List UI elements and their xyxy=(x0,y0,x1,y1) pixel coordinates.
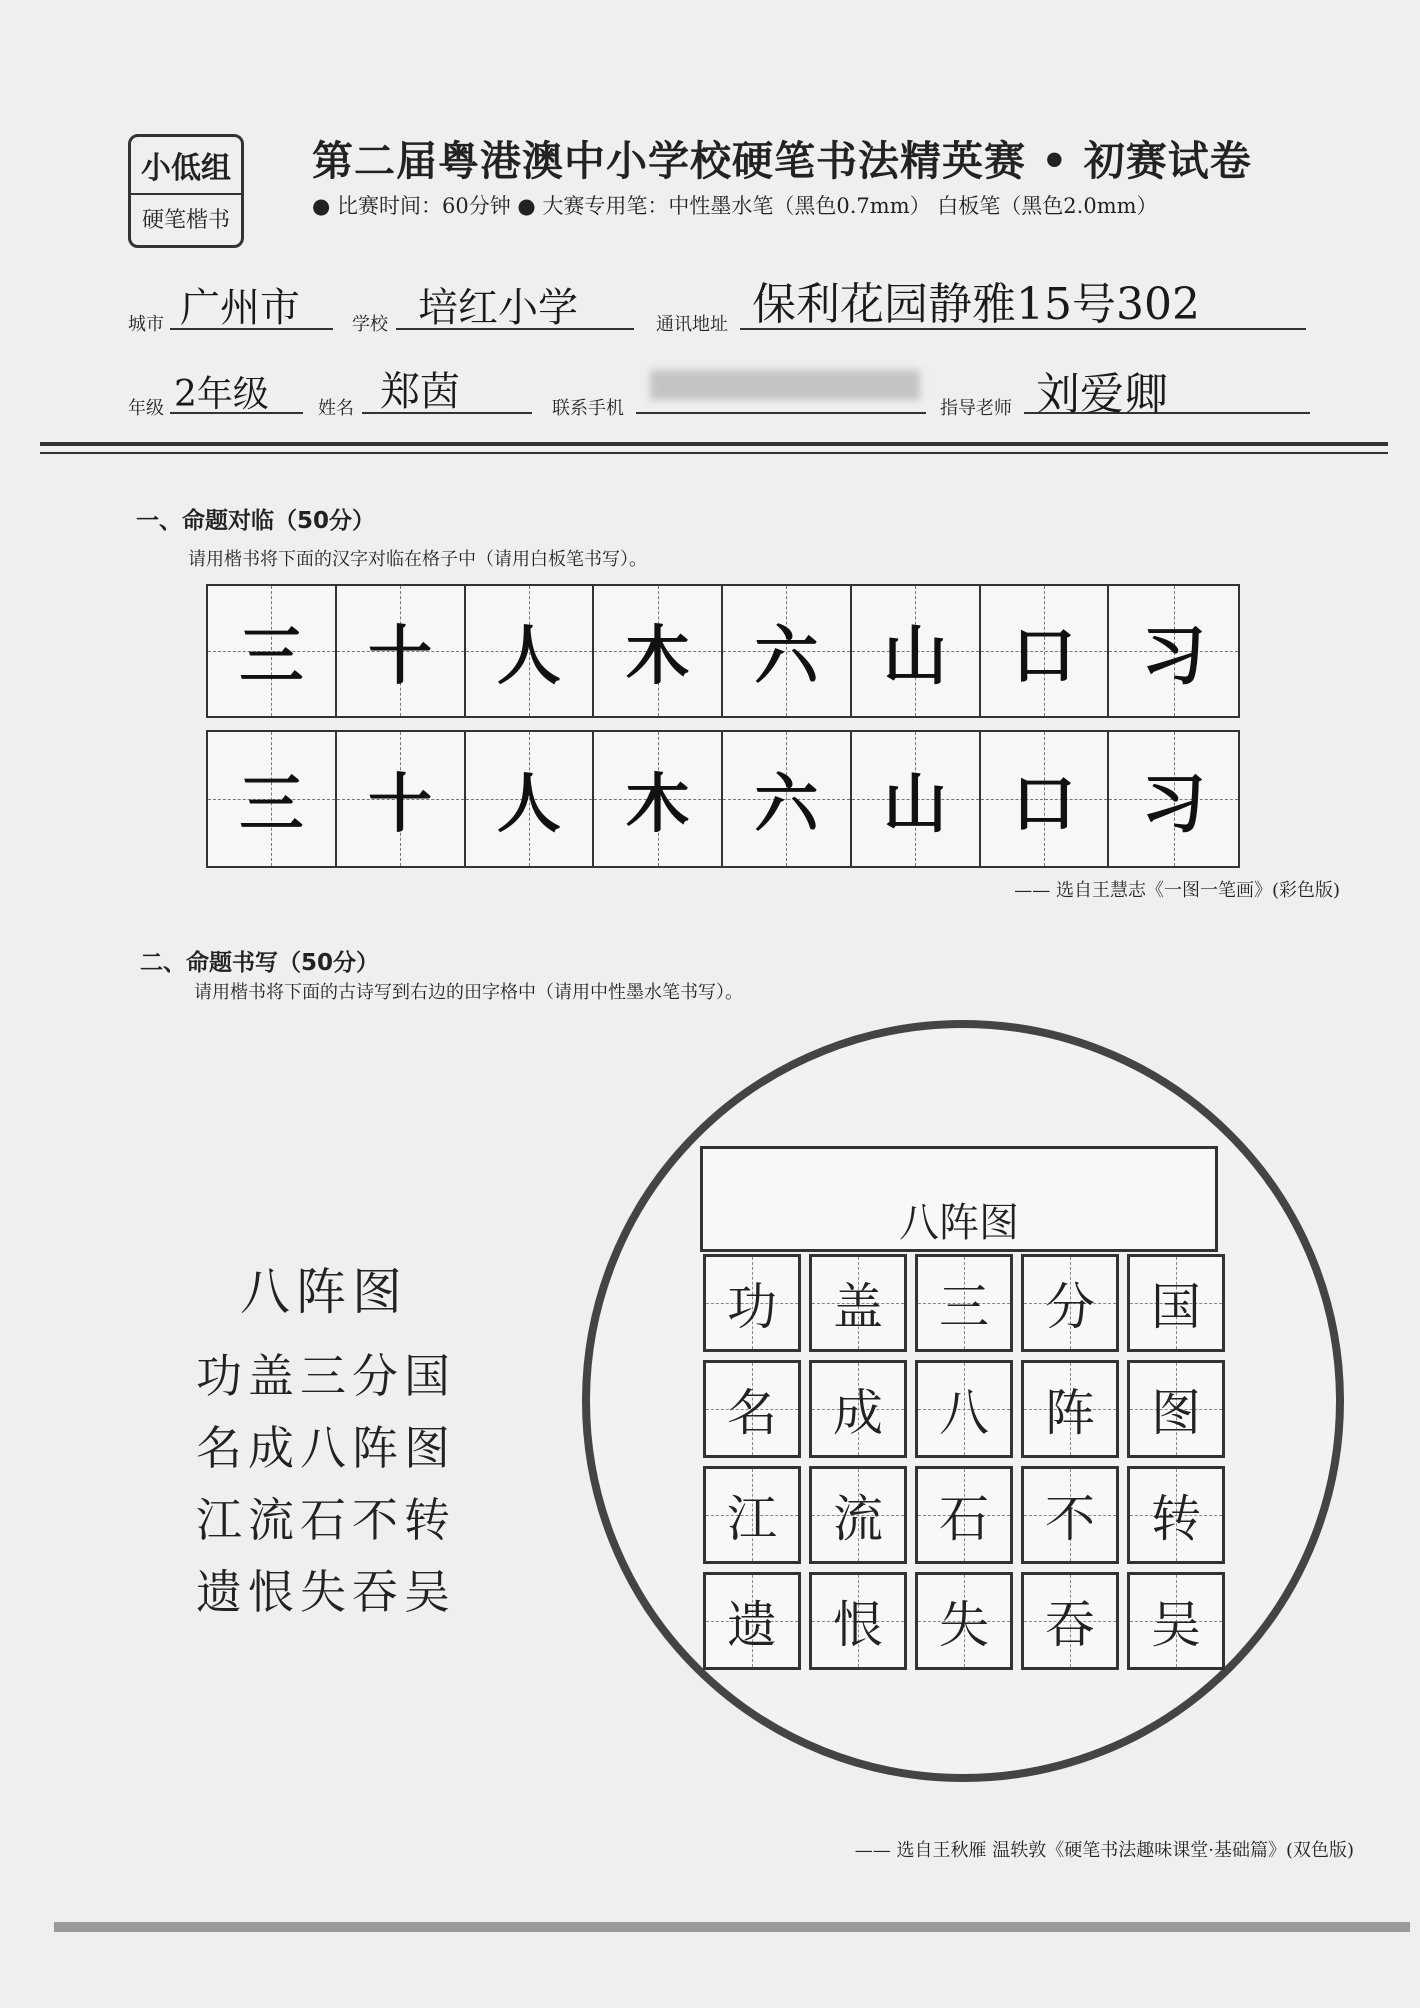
footer-rule xyxy=(54,1922,1410,1932)
poem-answer-cell[interactable] xyxy=(809,1466,907,1564)
answer-cell[interactable] xyxy=(466,732,595,866)
poem-answer-char: 名 xyxy=(727,1384,777,1442)
model-cell xyxy=(466,586,595,716)
poem-answer-cell[interactable] xyxy=(1127,1572,1225,1670)
teacher-value[interactable]: 刘爱卿 xyxy=(1036,369,1168,420)
poem-answer-char: 恨 xyxy=(833,1596,883,1654)
answer-title-box[interactable] xyxy=(700,1146,1218,1252)
school-value[interactable]: 培红小学 xyxy=(418,285,578,331)
section1-source: —— 选自王慧志《一图一笔画》(彩色版) xyxy=(1014,880,1340,901)
badge-divider xyxy=(131,193,241,195)
model-char: 三 xyxy=(239,619,304,694)
model-char: 人 xyxy=(496,619,561,694)
poem-answer-char: 吴 xyxy=(1151,1596,1201,1654)
answer-char: 六 xyxy=(754,767,819,842)
poem-answer-char: 三 xyxy=(939,1278,989,1336)
poem-answer-char: 遗 xyxy=(727,1596,777,1654)
poem-answer-char: 石 xyxy=(939,1490,989,1548)
badge-top-text: 小低组 xyxy=(141,151,231,186)
poem-answer-cell[interactable] xyxy=(703,1254,801,1352)
poem-answer-char: 转 xyxy=(1151,1490,1201,1548)
model-char: 木 xyxy=(625,619,690,694)
group-badge xyxy=(128,134,244,248)
model-cell xyxy=(981,586,1110,716)
poem-answer-cell[interactable] xyxy=(1021,1360,1119,1458)
answer-char: 三 xyxy=(239,767,304,842)
answer-title-text: 八阵图 xyxy=(899,1200,1019,1246)
poem-title: 八阵图 xyxy=(240,1263,408,1321)
poem-answer-char: 成 xyxy=(833,1384,883,1442)
poem-answer-cell[interactable] xyxy=(1021,1254,1119,1352)
poem-answer-cell[interactable] xyxy=(1021,1466,1119,1564)
poem-answer-char: 盖 xyxy=(833,1278,883,1336)
poem-answer-char: 分 xyxy=(1045,1278,1095,1336)
poem-answer-char: 图 xyxy=(1151,1384,1201,1442)
poem-answer-char: 吞 xyxy=(1045,1596,1095,1654)
header-rule-top xyxy=(40,442,1388,446)
poem-answer-char: 阵 xyxy=(1045,1384,1095,1442)
phone-label: 联系手机 xyxy=(552,398,624,419)
answer-cell[interactable] xyxy=(337,732,466,866)
answer-char: 口 xyxy=(1011,767,1076,842)
model-char-grid xyxy=(206,584,1240,718)
poem-answer-char: 失 xyxy=(939,1596,989,1654)
address-value[interactable]: 保利花园静雅15号302 xyxy=(752,279,1200,330)
poem-answer-cell[interactable] xyxy=(809,1254,907,1352)
model-cell xyxy=(594,586,723,716)
section1-heading: 一、命题对临（50分） xyxy=(136,508,376,534)
school-label: 学校 xyxy=(352,314,388,335)
answer-cell[interactable] xyxy=(1109,732,1238,866)
poem-answer-char: 流 xyxy=(833,1490,883,1548)
poem-answer-char: 功 xyxy=(727,1278,777,1336)
badge-bottom-text: 硬笔楷书 xyxy=(141,208,230,233)
section2-heading: 二、命题书写（50分） xyxy=(140,950,380,976)
answer-char: 山 xyxy=(883,767,948,842)
poem-answer-cell[interactable] xyxy=(1127,1466,1225,1564)
poem-line-4: 遗恨失吞吴 xyxy=(196,1565,456,1619)
grade-value[interactable]: 2年级 xyxy=(174,374,269,415)
answer-char: 习 xyxy=(1141,767,1206,842)
city-label: 城市 xyxy=(128,314,164,335)
poem-answer-cell[interactable] xyxy=(703,1466,801,1564)
answer-char: 木 xyxy=(625,767,690,842)
answer-char: 十 xyxy=(368,767,433,842)
name-label: 姓名 xyxy=(318,398,354,419)
phone-redacted[interactable] xyxy=(650,370,920,400)
poem-answer-cell[interactable] xyxy=(809,1360,907,1458)
answer-cell[interactable] xyxy=(852,732,981,866)
model-char: 习 xyxy=(1141,619,1206,694)
header-rule-bottom xyxy=(40,452,1388,454)
address-label: 通讯地址 xyxy=(656,314,728,335)
model-char: 口 xyxy=(1011,619,1076,694)
poem-answer-cell[interactable] xyxy=(1021,1572,1119,1670)
exam-title: 第二届粤港澳中小学校硬笔书法精英赛 • 初赛试卷 xyxy=(312,137,1252,185)
poem-answer-cell[interactable] xyxy=(915,1360,1013,1458)
answer-cell[interactable] xyxy=(723,732,852,866)
model-cell xyxy=(1109,586,1238,716)
poem-answer-cell[interactable] xyxy=(915,1466,1013,1564)
poem-line-2: 名成八阵图 xyxy=(196,1421,456,1475)
poem-answer-char: 不 xyxy=(1045,1490,1095,1548)
poem-answer-cell[interactable] xyxy=(915,1572,1013,1670)
model-cell xyxy=(852,586,981,716)
name-value[interactable]: 郑茵 xyxy=(380,369,460,415)
poem-answer-char: 八 xyxy=(939,1384,989,1442)
poem-answer-char: 国 xyxy=(1151,1278,1201,1336)
poem-line-1: 功盖三分国 xyxy=(196,1349,456,1403)
exam-rules: ● 比赛时间：60分钟 ● 大赛专用笔：中性墨水笔（黑色0.7mm） 白板笔（黑色2.0mm） xyxy=(312,194,1158,218)
answer-cell[interactable] xyxy=(208,732,337,866)
poem-answer-cell[interactable] xyxy=(703,1360,801,1458)
answer-cell[interactable] xyxy=(981,732,1110,866)
model-char: 六 xyxy=(754,619,819,694)
poem-answer-cell[interactable] xyxy=(915,1254,1013,1352)
answer-char: 人 xyxy=(496,767,561,842)
poem-answer-char: 江 xyxy=(727,1490,777,1548)
answer-cell[interactable] xyxy=(594,732,723,866)
poem-answer-cell[interactable] xyxy=(1127,1360,1225,1458)
poem-line-3: 江流石不转 xyxy=(196,1493,456,1547)
teacher-label: 指导老师 xyxy=(940,398,1012,419)
poem-answer-cell[interactable] xyxy=(809,1572,907,1670)
model-cell xyxy=(208,586,337,716)
poem-answer-cell[interactable] xyxy=(1127,1254,1225,1352)
model-char: 十 xyxy=(368,619,433,694)
section2-instruction: 请用楷书将下面的古诗写到右边的田字格中（请用中性墨水笔书写）。 xyxy=(194,982,743,1003)
section1-instruction: 请用楷书将下面的汉字对临在格子中（请用白板笔书写）。 xyxy=(188,549,647,570)
model-cell xyxy=(723,586,852,716)
poem-answer-cell[interactable] xyxy=(703,1572,801,1670)
model-char: 山 xyxy=(883,619,948,694)
answer-char-grid[interactable] xyxy=(206,730,1240,868)
model-cell xyxy=(337,586,466,716)
section2-source: —— 选自王秋雁 温轶敦《硬笔书法趣味课堂·基础篇》(双色版) xyxy=(854,1840,1354,1861)
phone-underline xyxy=(636,412,926,414)
grade-label: 年级 xyxy=(128,398,164,419)
city-value[interactable]: 广州市 xyxy=(180,285,300,331)
